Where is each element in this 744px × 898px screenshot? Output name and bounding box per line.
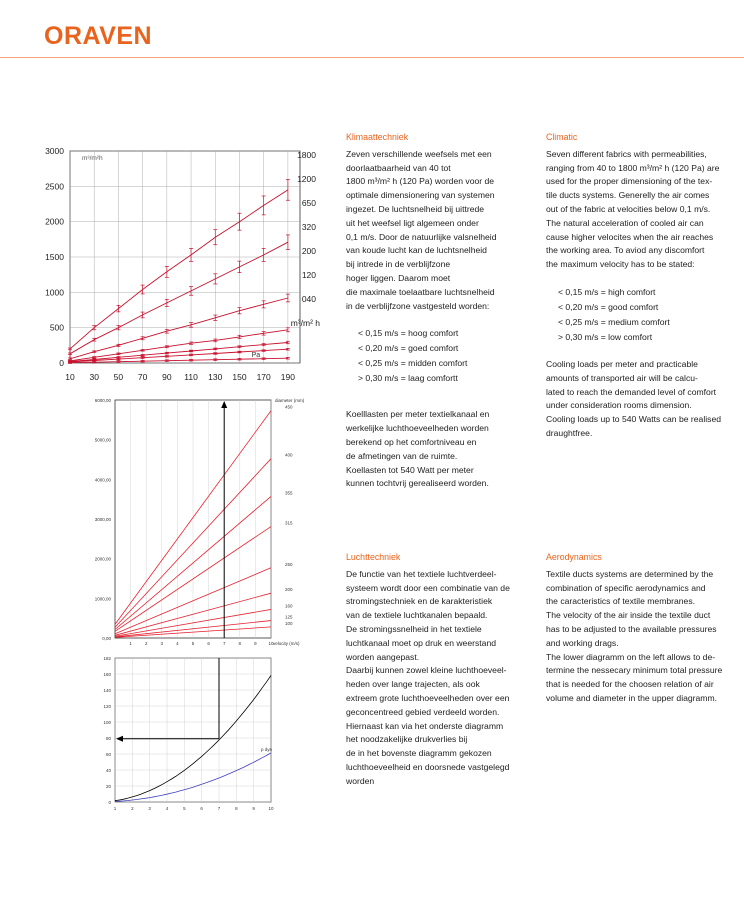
- brand-logo: ORAVEN: [44, 22, 153, 50]
- pressure-chart: [85, 650, 325, 815]
- section-klimaattechniek: [346, 131, 531, 491]
- x-tick-label: 9: [254, 641, 257, 646]
- y-tick-label: 500: [49, 322, 64, 333]
- list-item: > 0,30 m/s = low comfort: [558, 331, 653, 342]
- x-tick-label: 3: [148, 806, 151, 811]
- text-climatic: Seven different fabrics with permeabilities, ranging from 40 to 1800 m³/m² h (120 Pa) are used for the proper dimensioning of the tex- tile ducts systems. Generelly the air comes out of the fabric at velocities below 0,1 m/s. The natural acceleration of cooled air can cause higher velocites when the air reaches the working area. To aviod any discomfort the maximum velocity has to be stated:: [546, 148, 720, 270]
- y-tick-label: 60: [105, 752, 111, 757]
- header-divider: [0, 57, 744, 58]
- marker-arrowhead: [116, 736, 123, 742]
- heading-climatic: Climatic: [546, 132, 578, 142]
- legend-label: 355: [285, 490, 293, 496]
- x-tick-label: 1: [129, 641, 132, 646]
- legend-label: 650: [301, 198, 316, 208]
- x-tick-label: 6: [200, 806, 203, 811]
- x-tick-label: 150: [232, 372, 247, 380]
- y-tick-label: 0: [59, 358, 64, 368]
- y-tick-label: 2000,00: [94, 556, 111, 562]
- text-koellasten: Koelllasten per meter textielkanaal en werkelijke luchthoeveelheden worden berekend op het comfortniveau en de afmetingen van de ruimte. Koellasten tot 540 Watt per meter kunnen tochtvrij gerealiseerd worden.: [346, 409, 490, 489]
- y-tick-label: 3000,00: [94, 517, 111, 522]
- legend-title: diameter (mm): [275, 398, 305, 403]
- text-luchttechniek: De functie van het textiele luchtverdeel- systeem wordt door een combinatie van de stromingstechniek en de karakteristiek van de textiele luchtkanalen bepaald. De stromingssnelheid in het textiele luchtkanaal moet op druk en weerstand worden aangepast. Daarbij kunnen zowel kleine luchthoeveel- heden over lange trajecten, als ook extreem grote luchthoeveelheden over een geconcentreed gebied verdeeld worden. Hiernaast kan via het onderste diagramm het noodzakelijke drukverlies bij de in het bovenste diagramm gekozen luchthoeveelheid en doorsnede vastgelegd worden: [346, 568, 510, 786]
- marker-arrowhead: [221, 401, 227, 408]
- y-tick-label: 3000: [45, 146, 64, 156]
- x-tick-label: 170: [256, 372, 271, 380]
- list-item: < 0,20 m/s = good comfort: [558, 301, 659, 312]
- heading-aerodynamics: Aerodynamics: [546, 552, 602, 562]
- x-tick-label: 2: [144, 641, 148, 646]
- y-tick-label: 1000: [45, 287, 64, 298]
- legend-label: 160: [285, 603, 293, 609]
- legend-label: 120: [301, 270, 316, 280]
- x-tick-label: 30: [89, 372, 99, 380]
- y-tick-label: 20: [105, 784, 111, 789]
- legend-label: 100: [285, 620, 293, 626]
- y-tick-label: 120: [103, 704, 111, 709]
- y-unit-label: m³/m²h: [82, 155, 103, 162]
- x-tick-label: 4: [165, 806, 169, 811]
- x-unit-label: Pa: [251, 352, 261, 359]
- x-tick-label: 5: [191, 641, 195, 646]
- permeability-chart: [30, 140, 320, 380]
- y-tick-label: 0,00: [102, 636, 111, 641]
- x-tick-label: 2: [131, 806, 134, 811]
- legend-label: 250: [285, 561, 293, 567]
- x-tick-label: 8: [235, 806, 238, 811]
- legend-label: 400: [285, 452, 293, 458]
- heading-luchttechniek: Luchttechniek: [346, 552, 401, 562]
- x-tick-label: 1: [113, 806, 117, 811]
- x-tick-label: 190: [280, 372, 295, 380]
- x-tick-label: 110: [184, 372, 198, 380]
- section-aerodynamics: [546, 551, 736, 706]
- x-tick-label: 9: [252, 806, 255, 811]
- plot-frame: [115, 658, 271, 802]
- legend-label: 200: [301, 246, 316, 256]
- x-tick-label: 70: [137, 372, 148, 380]
- x-tick-label: 10: [268, 806, 274, 811]
- airflow-diameter-chart: [85, 392, 325, 652]
- text-aerodynamics: Textile ducts systems are determined by the combination of specific aerodynamics and the caracteristics of textile membranes. The velocity of the air inside the textile duct has to be adjusted to the available pressures and working drags. The lower diagramm on the left allows to de- termine the nessecary minimum total pressure that is needed for the choosen relation of air volume and diameter in the upper diagramm.: [546, 568, 723, 703]
- y-tick-label: 100: [103, 720, 111, 725]
- y-tick-label: 6000,00: [94, 398, 111, 403]
- dynamic-pressure-curve: [115, 753, 271, 802]
- y-tick-label: 182: [103, 656, 111, 661]
- section-climatic: [546, 131, 736, 441]
- y-tick-label: 0: [108, 800, 111, 805]
- y-tick-label: 2500: [45, 181, 64, 192]
- list-item: < 0,25 m/s = midden comfort: [358, 358, 468, 369]
- y-tick-label: 5000,00: [94, 437, 111, 443]
- x-tick-label: 5: [183, 806, 186, 811]
- legend-label: 1200: [297, 174, 316, 184]
- x-tick-label: 90: [162, 372, 172, 380]
- legend-label: 450: [285, 404, 293, 410]
- series-label: p dyn: [261, 746, 273, 752]
- x-tick-label: 130: [208, 372, 223, 380]
- x-tick-label: 3: [160, 641, 164, 646]
- list-item: < 0,25 m/s = medium comfort: [558, 316, 670, 327]
- list-item: > 0,30 m/s = laag comfortt: [358, 373, 458, 384]
- y-tick-label: 40: [105, 768, 111, 773]
- x-tick-label: 10: [268, 641, 274, 646]
- x-tick-label: 8: [238, 641, 242, 646]
- comfort-list-en: [558, 285, 736, 345]
- series-line: [70, 190, 288, 363]
- list-item: < 0,15 m/s = hoog comfort: [358, 328, 459, 339]
- y-tick-label: 4000,00: [94, 477, 111, 483]
- y-tick-label: 140: [103, 688, 111, 693]
- x-tick-label: 7: [222, 641, 226, 646]
- x-tick-label: 10: [65, 372, 75, 380]
- x-axis-label: velocity (m/s): [273, 641, 300, 646]
- x-tick-label: 50: [113, 372, 124, 380]
- legend-label: 200: [285, 587, 293, 593]
- y-tick-label: 2000: [45, 216, 64, 227]
- legend-label: 125: [285, 614, 293, 620]
- text-cooling-loads: Cooling loads per meter and practicable amounts of transported air will be calcu- lated to reach the demanded level of comfort under consideration rooms dimension. Cooling loads up to 540 Watts can be realised draughtfree.: [546, 358, 722, 438]
- section-luchttechniek: [346, 551, 536, 789]
- y-tick-label: 80: [105, 736, 111, 741]
- text-klimaattechniek: Zeven verschillende weefsels met een doorlaatbaarheid van 40 tot 1800 m³/m² h (120 Pa) worden voor de optimale dimensionering van systemen ingezet. De luchtsnelheid bij uittrede uit het weefsel ligt algemeen onder 0,1 m/s. Door de natuurlijke valsnelheid van koude lucht kan de luchtsnelheid bij intrede in de verblijfzone hoger liggen. Daarom moet die maximale toelaatbare luchtsnelheid in de verblijfzone vastgesteld worden:: [346, 148, 497, 311]
- y-tick-label: 1000,00: [94, 596, 111, 602]
- legend-label: 040: [301, 294, 316, 304]
- heading-klimaattechniek: Klimaattechniek: [346, 132, 409, 142]
- x-tick-label: 7: [217, 806, 221, 811]
- y-tick-label: 1500: [45, 252, 64, 262]
- x-tick-label: 4: [176, 641, 179, 646]
- legend-label: 320: [301, 222, 316, 232]
- x-tick-label: 6: [207, 641, 210, 646]
- legend-unit: m³/m² h: [290, 318, 320, 328]
- legend-label: 1800: [297, 150, 316, 160]
- list-item: < 0,15 m/s = high comfort: [558, 286, 656, 297]
- comfort-list-nl: [358, 326, 531, 386]
- legend-label: 315: [285, 520, 293, 526]
- y-tick-label: 160: [103, 672, 111, 677]
- list-item: < 0,20 m/s = goed comfort: [358, 343, 459, 354]
